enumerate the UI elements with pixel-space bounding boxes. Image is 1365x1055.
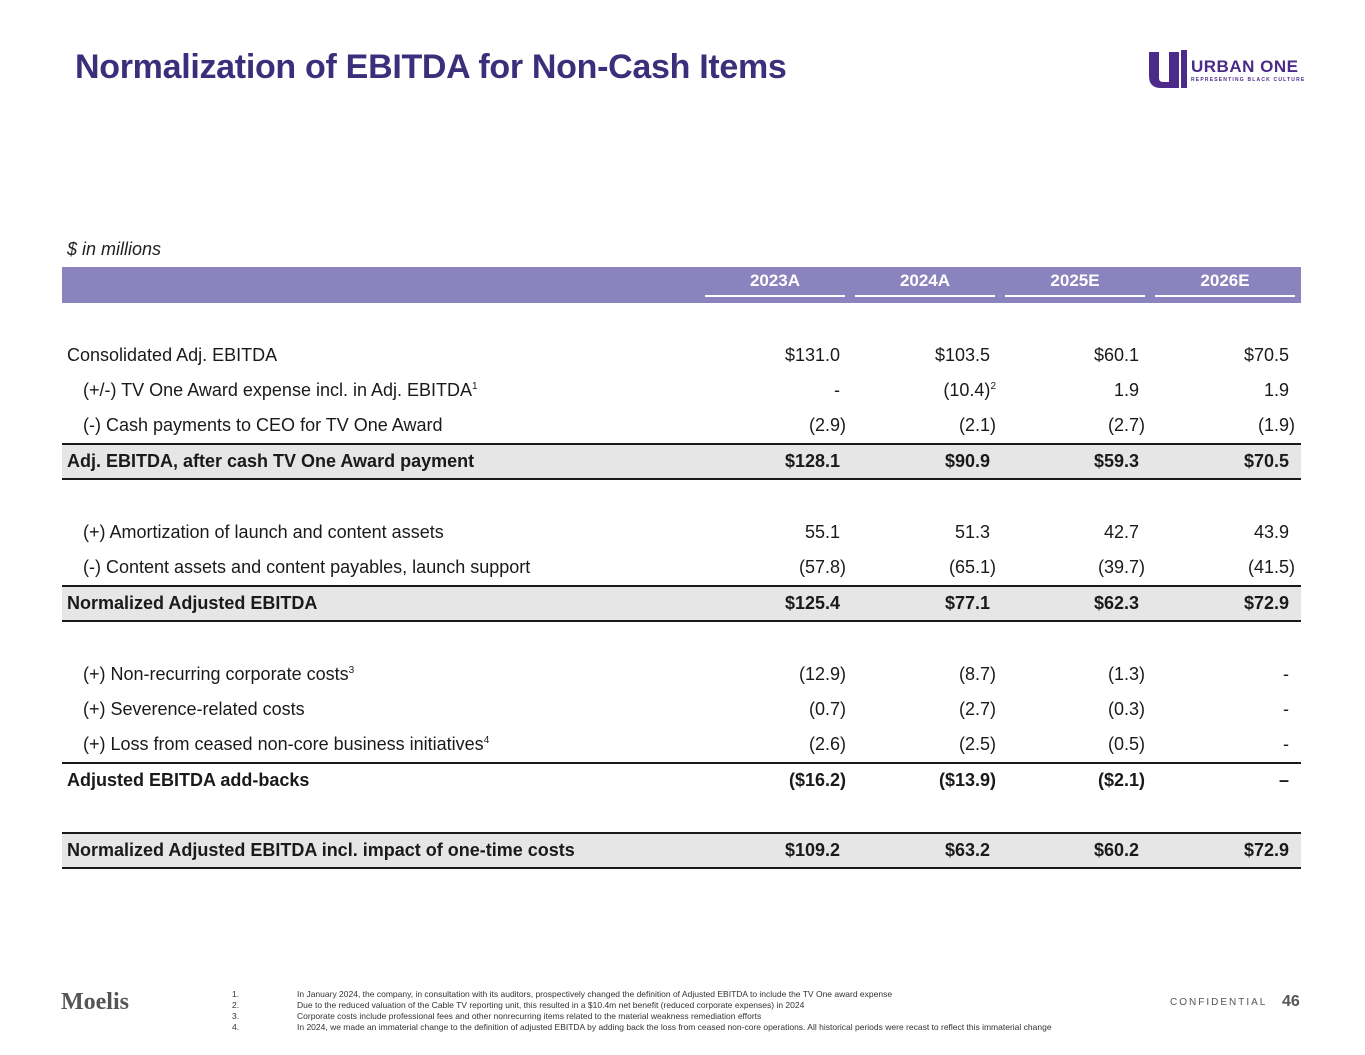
footnote-text: Due to the reduced valuation of the Cable TV reporting unit, this resulted in a $10.4m net benefit (reduced corporate expenses) in 2024 — [297, 1000, 805, 1010]
table-spacer — [62, 303, 1301, 338]
cell-value: (65.1) — [948, 557, 996, 577]
cell-value: (2.7) — [958, 699, 996, 719]
footnote — [232, 1011, 1132, 1022]
row-label: Normalized Adjusted EBITDA — [67, 593, 318, 613]
cell-value: 51.3 — [954, 522, 990, 542]
cell-value: $72.9 — [1243, 593, 1289, 613]
table-row — [62, 338, 1301, 373]
units-label: $ in millions — [67, 239, 162, 259]
cell-value: (0.3) — [1107, 699, 1145, 719]
table-header — [62, 267, 1301, 303]
table-spacer — [62, 480, 1301, 515]
table-row — [62, 515, 1301, 550]
row-label: (+/-) TV One Award expense incl. in Adj. EBITDA$^1$ — [83, 380, 478, 400]
ebitda-table — [62, 267, 1301, 869]
footnote-ref: 3 — [348, 665, 355, 676]
cell-value: $103.5 — [934, 345, 990, 365]
row-label: (-) Content assets and content payables, launch support — [83, 557, 531, 577]
logo-name: URBAN ONE — [1191, 57, 1299, 76]
cell-value: (41.5) — [1247, 557, 1295, 577]
cell-value: $70.5 — [1243, 451, 1289, 471]
cell-value: (8.7) — [958, 664, 996, 684]
footnote-ref: 4 — [483, 735, 490, 746]
cell-value: (1.3) — [1107, 664, 1145, 684]
cell-value: - — [1283, 699, 1289, 719]
cell-value: $109.2 — [784, 840, 840, 860]
cell-value: $70.5 — [1243, 345, 1289, 365]
cell-value: $63.2 — [944, 840, 990, 860]
cell-value: ($2.1) — [1097, 770, 1145, 790]
confidential-label: CONFIDENTIAL — [1170, 997, 1268, 1008]
cell-value: $60.1 — [1093, 345, 1139, 365]
table-spacer — [62, 622, 1301, 657]
table-subtotal-row — [62, 762, 1301, 797]
table-total-row — [62, 832, 1301, 869]
cell-value: $90.9 — [944, 451, 990, 471]
cell-value: 42.7 — [1103, 522, 1139, 542]
row-label: (+) Non-recurring corporate costs$^3$ — [83, 664, 355, 684]
cell-value: $125.4 — [784, 593, 840, 613]
col-header-2024: 2024A — [855, 271, 995, 297]
row-label: Normalized Adjusted EBITDA incl. impact of one-time costs — [67, 840, 575, 860]
cell-value: $131.0 — [784, 345, 840, 365]
cell-value: $60.2 — [1093, 840, 1139, 860]
footnote-text: In January 2024, the company, in consultation with its auditors, prospectively changed the definition of Adjusted EBITDA to include the TV One award expense — [297, 989, 893, 999]
cell-value: $59.3 — [1093, 451, 1139, 471]
col-header-2023: 2023A — [705, 271, 845, 297]
col-header-2025: 2025E — [1005, 271, 1145, 297]
cell-value: (57.8) — [798, 557, 846, 577]
cell-value: $128.1 — [784, 451, 840, 471]
page-title: Normalization of EBITDA for Non-Cash Items — [75, 48, 787, 86]
cell-value: ($16.2) — [788, 770, 846, 790]
cell-value: (0.5) — [1107, 734, 1145, 754]
cell-value: (2.6) — [808, 734, 846, 754]
row-label: (+) Amortization of launch and content assets — [83, 522, 444, 542]
footnote-ref: 1 — [472, 381, 478, 392]
cell-value: (12.9) — [798, 664, 846, 684]
row-label: (-) Cash payments to CEO for TV One Award — [83, 415, 443, 435]
cell-value: (39.7) — [1097, 557, 1145, 577]
cell-value: (2.5) — [958, 734, 996, 754]
cell-value: – — [1278, 770, 1289, 790]
table-row — [62, 692, 1301, 727]
table-total-row — [62, 585, 1301, 622]
table-row — [62, 657, 1301, 692]
row-label: (+) Severence-related costs — [83, 699, 305, 719]
table-row — [62, 727, 1301, 762]
cell-value: (2.1) — [958, 415, 996, 435]
cell-value: - — [1283, 664, 1289, 684]
row-label: (+) Loss from ceased non-core business initiatives$^4$ — [83, 734, 490, 754]
cell-value: (1.9) — [1257, 415, 1295, 435]
cell-value: ($13.9) — [938, 770, 996, 790]
table-total-row — [62, 443, 1301, 480]
footnote — [232, 1022, 1132, 1033]
cell-value: 1.9 — [1113, 380, 1139, 400]
row-label: Adjusted EBITDA add-backs — [67, 770, 310, 790]
table-row — [62, 550, 1301, 585]
urban-one-logo — [1147, 48, 1307, 90]
table-row — [62, 373, 1301, 408]
table-spacer — [62, 797, 1301, 832]
cell-value: - — [834, 380, 840, 400]
cell-value: (0.7) — [808, 699, 846, 719]
cell-value: $62.3 — [1093, 593, 1139, 613]
footnote-text: In 2024, we made an immaterial change to the definition of adjusted EBITDA by adding back the loss from ceased non-core operations. All historical periods were recast to reflect this immaterial change — [297, 1022, 1052, 1032]
cell-value: - — [1283, 734, 1289, 754]
footnote-text: Corporate costs include professional fees and other nonrecurring items related to the material weakness remediation efforts — [297, 1011, 762, 1021]
footnote-number: 2. — [232, 1000, 240, 1010]
urban-one-logo-icon — [1147, 48, 1189, 90]
footnote-number: 1. — [232, 989, 240, 999]
footnote-ref: 2 — [990, 381, 996, 392]
row-label: Consolidated Adj. EBITDA — [67, 345, 278, 365]
cell-value: 1.9 — [1263, 380, 1289, 400]
row-label: Adj. EBITDA, after cash TV One Award payment — [67, 451, 475, 471]
cell-value: $77.1 — [944, 593, 990, 613]
cell-value: $(10.4)^2$ — [943, 380, 996, 400]
page-number: 46 — [1282, 993, 1300, 1010]
cell-value: 43.9 — [1253, 522, 1289, 542]
footnote-number: 3. — [232, 1011, 240, 1021]
cell-value: 55.1 — [804, 522, 840, 542]
footnote — [232, 1000, 1132, 1011]
col-header-2026: 2026E — [1155, 271, 1295, 297]
moelis-logo: Moelis — [61, 989, 129, 1015]
logo-tagline: REPRESENTING BLACK CULTURE — [1191, 77, 1306, 83]
cell-value: (2.9) — [808, 415, 846, 435]
footnote-number: 4. — [232, 1022, 240, 1032]
footnotes — [232, 989, 1132, 1033]
footnote — [232, 989, 1132, 1000]
cell-value: $72.9 — [1243, 840, 1289, 860]
cell-value: (2.7) — [1107, 415, 1145, 435]
table-row — [62, 408, 1301, 443]
